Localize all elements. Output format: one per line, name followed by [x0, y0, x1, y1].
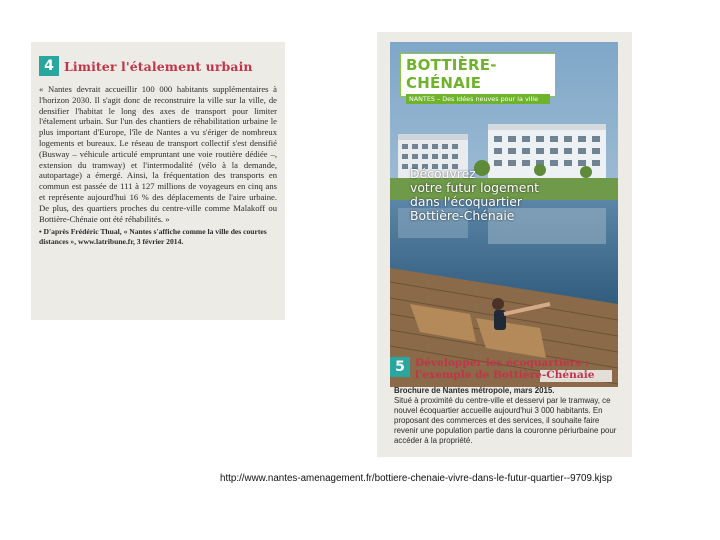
document-5-number-badge: 5: [390, 357, 410, 377]
document-5-title: [415, 357, 594, 382]
brochure-brand-subtitle: NANTES – Des idées neuves pour la ville: [406, 94, 550, 104]
document-5-caption-title: Brochure de Nantes métropole, mars 2015.: [394, 386, 555, 395]
brochure-headline-line: votre futur logement: [410, 180, 540, 195]
brochure-brand-box: [400, 53, 556, 103]
document-5-caption-text: Situé à proximité du centre-ville et desservi par le tramway, ce nouvel écoquartier accueille aujourd'hui 3 000 habitants. En proposant des commerces et des services, il souhaite faire revenir une population partie dans la couronne périurbaine pour accéder à la propriété.: [394, 396, 617, 445]
document-4-header: [39, 56, 277, 76]
source-url: http://www.nantes-amenagement.fr/bottiere-chenaie-vivre-dans-le-futur-quartier--9709.kjsp: [220, 473, 613, 484]
document-4-source: • D'après Frédéric Thual, « Nantes s'affiche comme la ville des courtes distances », www.latribune.fr, 3 février 2014.: [39, 227, 267, 246]
document-5-title-line: l'exemple de Bottière-Chénaie: [415, 369, 595, 382]
brochure-cover-photo: [390, 42, 618, 387]
brochure-headline-line: Découvrez: [410, 166, 476, 181]
document-5-caption: [394, 386, 624, 446]
document-5-header: [390, 357, 594, 382]
brochure-headline-line: Bottière-Chénaie: [410, 208, 515, 223]
document-4-body-text: « Nantes devrait accueillir 100 000 habitants supplémentaires à l'horizon 2030. Il s'agit donc de reconstruire la ville sur la ville, de densifier l'habitat le long des axes de transport pour limiter l'étalement urbain. Sur l'un des chantiers de réhabilitation urbaine le plus important d'Europe, l'île de Nantes a vu s'ériger de nombreux logements et bureaux. Le réseau de transport collectif s'est densifié (Busway – véhicule articulé empruntant une voie routière dédiée –, extension du tramway) et l'intermodalité (vélo à la demande, autopartage) a émergé. Ainsi, la fréquentation des transports en commun est passée de 111 à 127 millions de voyageurs en cinq ans et représente aujourd'hui 16 % des déplacements de l'aire urbaine. De plus, des quartiers proches du centre-ville comme Malakoff ou Bottière-Chénaie ont été réhabilités. »: [39, 84, 277, 224]
document-5-title-line: Développer les écoquartiers :: [415, 357, 589, 369]
document-4-card: [31, 42, 285, 320]
brochure-headline-line: dans l'écoquartier: [410, 194, 522, 209]
brochure-headline: [410, 167, 615, 223]
brochure-brand-name: BOTTIÈRE-CHÉNAIE: [406, 56, 497, 92]
document-4-title: Limiter l'étalement urbain: [64, 58, 253, 74]
document-5-card: [377, 32, 632, 457]
document-4-number-badge: 4: [39, 56, 59, 76]
